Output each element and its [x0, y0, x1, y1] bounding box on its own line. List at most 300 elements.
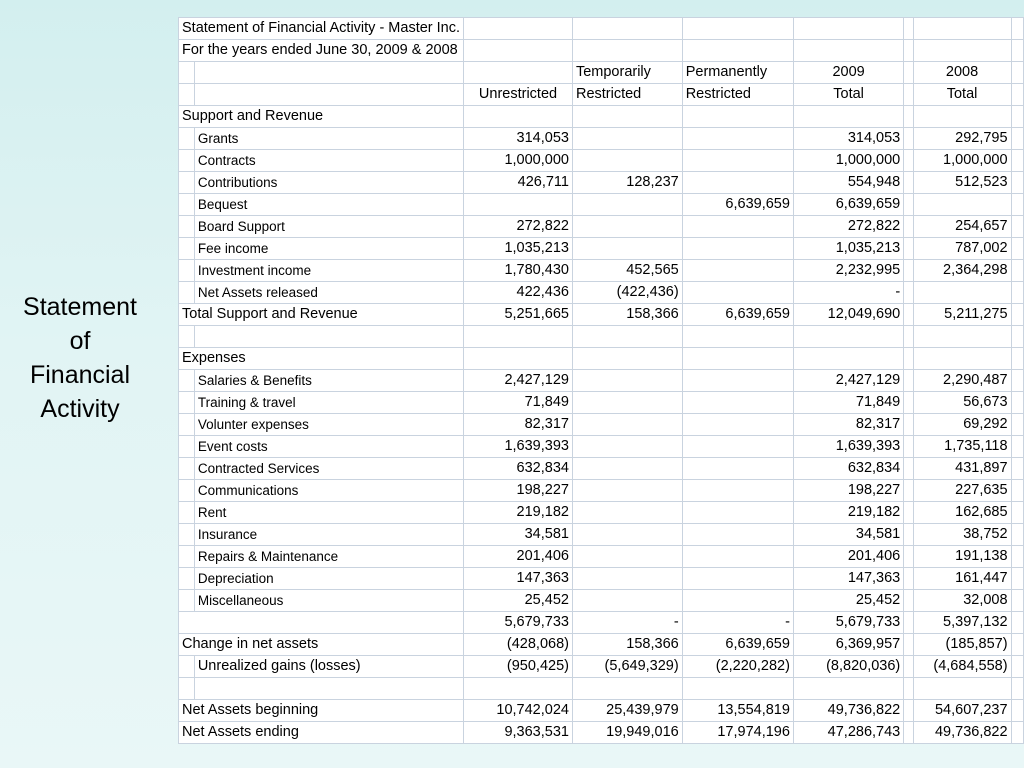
indent-cell	[179, 260, 195, 282]
spacer-cell	[1011, 414, 1023, 436]
unrestricted-value: 9,363,531	[464, 722, 573, 744]
spacer-cell	[1011, 722, 1023, 744]
permanently-restricted-value: 17,974,196	[682, 722, 793, 744]
indent-cell	[179, 436, 195, 458]
permanently-restricted-value	[682, 590, 793, 612]
unrestricted-value: 25,452	[464, 590, 573, 612]
total-2008-value: 254,657	[913, 216, 1011, 238]
empty-cell	[913, 106, 1011, 128]
permanently-restricted-value	[682, 392, 793, 414]
empty-cell	[682, 106, 793, 128]
indent-cell	[179, 414, 195, 436]
spacer-cell	[1011, 194, 1023, 216]
empty-cell	[1011, 40, 1023, 62]
empty-cell	[904, 348, 913, 370]
summary-label: Total Support and Revenue	[179, 304, 464, 326]
total-2008-value: 32,008	[913, 590, 1011, 612]
table-row	[179, 392, 1024, 414]
spacer-cell	[1011, 172, 1023, 194]
total-2009-value: 272,822	[793, 216, 903, 238]
line-item-label: Depreciation	[194, 568, 463, 590]
empty-cell	[793, 18, 903, 40]
total-2008-value: 161,447	[913, 568, 1011, 590]
empty-cell	[194, 62, 463, 84]
total-2008-value: 1,000,000	[913, 150, 1011, 172]
spacer-cell	[904, 128, 913, 150]
line-item-label: Rent	[194, 502, 463, 524]
slide-title-line: of	[69, 327, 91, 355]
table-row	[179, 546, 1024, 568]
permanently-restricted-value	[682, 414, 793, 436]
line-item-label: Board Support	[194, 216, 463, 238]
indent-cell	[179, 194, 195, 216]
spacer-cell	[1011, 634, 1023, 656]
indent-cell	[179, 370, 195, 392]
empty-cell	[793, 678, 903, 700]
total-2008-value: 2,364,298	[913, 260, 1011, 282]
slide-title-line: Activity	[40, 395, 120, 423]
permanently-restricted-value	[682, 458, 793, 480]
total-2008-value	[913, 194, 1011, 216]
total-2009-value: -	[793, 282, 903, 304]
total-2008-value: 162,685	[913, 502, 1011, 524]
table-row	[179, 172, 1024, 194]
net-assets-beginning-row	[179, 700, 1024, 722]
permanently-restricted-value	[682, 568, 793, 590]
empty-cell	[1011, 18, 1023, 40]
table-row	[179, 568, 1024, 590]
unrestricted-value: 2,427,129	[464, 370, 573, 392]
empty-cell	[179, 62, 195, 84]
unrestricted-value: 1,639,393	[464, 436, 573, 458]
temporarily-restricted-value	[572, 128, 682, 150]
temporarily-restricted-value	[572, 392, 682, 414]
empty-cell	[904, 62, 913, 84]
spacer-cell	[1011, 590, 1023, 612]
total-2009-value: 2,232,995	[793, 260, 903, 282]
total-2009-value: 147,363	[793, 568, 903, 590]
total-2008-value: 49,736,822	[913, 722, 1011, 744]
empty-cell	[194, 84, 463, 106]
expenses-heading: Expenses	[179, 348, 464, 370]
indent-cell	[179, 546, 195, 568]
permanently-restricted-value	[682, 238, 793, 260]
unrestricted-value	[464, 194, 573, 216]
empty-cell	[1011, 678, 1023, 700]
column-header: Total	[793, 84, 903, 106]
line-item-label: Contracted Services	[194, 458, 463, 480]
table-row	[179, 128, 1024, 150]
total-2008-value: 54,607,237	[913, 700, 1011, 722]
empty-cell	[682, 326, 793, 348]
table-row	[179, 238, 1024, 260]
slide-title-line: Statement	[23, 293, 137, 321]
line-item-label: Grants	[194, 128, 463, 150]
temporarily-restricted-value	[572, 194, 682, 216]
unrestricted-value: 314,053	[464, 128, 573, 150]
statement-period: For the years ended June 30, 2009 & 2008	[179, 40, 464, 62]
empty-cell	[793, 40, 903, 62]
total-2008-value: 5,397,132	[913, 612, 1011, 634]
empty-cell	[904, 84, 913, 106]
unrestricted-value: 1,035,213	[464, 238, 573, 260]
expense-total-row	[179, 612, 1024, 634]
total-2009-value: 25,452	[793, 590, 903, 612]
summary-label	[179, 612, 464, 634]
spacer-cell	[904, 656, 913, 678]
line-item-label: Salaries & Benefits	[194, 370, 463, 392]
empty-cell	[464, 40, 573, 62]
indent-cell	[179, 568, 195, 590]
total-2008-value: 191,138	[913, 546, 1011, 568]
table-row	[179, 194, 1024, 216]
unrestricted-value: (428,068)	[464, 634, 573, 656]
line-item-label: Bequest	[194, 194, 463, 216]
spacer-cell	[904, 502, 913, 524]
spacer-cell	[1011, 656, 1023, 678]
table-row	[179, 216, 1024, 238]
total-2009-value: 71,849	[793, 392, 903, 414]
total-2009-value: 201,406	[793, 546, 903, 568]
total-2009-value: 6,639,659	[793, 194, 903, 216]
unrestricted-value: 5,679,733	[464, 612, 573, 634]
empty-cell	[1011, 84, 1023, 106]
support-heading: Support and Revenue	[179, 106, 464, 128]
temporarily-restricted-value: 158,366	[572, 634, 682, 656]
net-assets-ending-row	[179, 722, 1024, 744]
indent-cell	[179, 128, 195, 150]
table-row	[179, 150, 1024, 172]
spacer-cell	[1011, 700, 1023, 722]
unrestricted-value: 34,581	[464, 524, 573, 546]
spacer-cell	[1011, 128, 1023, 150]
temporarily-restricted-value: 128,237	[572, 172, 682, 194]
permanently-restricted-value	[682, 502, 793, 524]
spacer-cell	[904, 370, 913, 392]
empty-cell	[1011, 106, 1023, 128]
temporarily-restricted-value: 19,949,016	[572, 722, 682, 744]
unrestricted-value: 82,317	[464, 414, 573, 436]
empty-row	[179, 678, 1024, 700]
temporarily-restricted-value	[572, 370, 682, 392]
temporarily-restricted-value	[572, 150, 682, 172]
permanently-restricted-value: 6,639,659	[682, 634, 793, 656]
total-2008-value: 38,752	[913, 524, 1011, 546]
total-2008-value: 787,002	[913, 238, 1011, 260]
indent-cell	[179, 282, 195, 304]
permanently-restricted-value	[682, 216, 793, 238]
total-2008-value: (4,684,558)	[913, 656, 1011, 678]
empty-cell	[904, 40, 913, 62]
temporarily-restricted-value	[572, 216, 682, 238]
line-item-label: Investment income	[194, 260, 463, 282]
spacer-cell	[904, 700, 913, 722]
total-2009-value: 198,227	[793, 480, 903, 502]
empty-cell	[179, 84, 195, 106]
total-2009-value: (8,820,036)	[793, 656, 903, 678]
spacer-cell	[904, 172, 913, 194]
unrestricted-value: 147,363	[464, 568, 573, 590]
header-row	[179, 62, 1024, 84]
table-row	[179, 370, 1024, 392]
spacer-cell	[1011, 260, 1023, 282]
unrestricted-value: 272,822	[464, 216, 573, 238]
total-2009-value: 314,053	[793, 128, 903, 150]
table-row	[179, 458, 1024, 480]
unrestricted-value: 426,711	[464, 172, 573, 194]
subtitle-row	[179, 40, 1024, 62]
total-2008-value: (185,857)	[913, 634, 1011, 656]
indent-cell	[179, 656, 195, 678]
unrestricted-value: 632,834	[464, 458, 573, 480]
total-2008-value: 1,735,118	[913, 436, 1011, 458]
column-header: 2009	[793, 62, 903, 84]
total-2008-value: 512,523	[913, 172, 1011, 194]
unrestricted-value: (950,425)	[464, 656, 573, 678]
spacer-cell	[904, 524, 913, 546]
indent-cell	[179, 524, 195, 546]
empty-cell	[464, 348, 573, 370]
temporarily-restricted-value	[572, 502, 682, 524]
temporarily-restricted-value	[572, 436, 682, 458]
total-2009-value: 554,948	[793, 172, 903, 194]
title-row	[179, 18, 1024, 40]
spacer-cell	[1011, 392, 1023, 414]
total-2009-value: 1,035,213	[793, 238, 903, 260]
total-2008-value	[913, 282, 1011, 304]
empty-cell	[1011, 348, 1023, 370]
empty-cell	[913, 678, 1011, 700]
permanently-restricted-value	[682, 436, 793, 458]
total-2009-value: 5,679,733	[793, 612, 903, 634]
temporarily-restricted-value: (422,436)	[572, 282, 682, 304]
temporarily-restricted-value	[572, 524, 682, 546]
spacer-cell	[1011, 612, 1023, 634]
indent-cell	[179, 502, 195, 524]
empty-cell	[572, 106, 682, 128]
spacer-cell	[904, 590, 913, 612]
total-2008-value: 69,292	[913, 414, 1011, 436]
table-row	[179, 590, 1024, 612]
spacer-cell	[904, 304, 913, 326]
permanently-restricted-value	[682, 260, 793, 282]
empty-cell	[464, 18, 573, 40]
column-header: Total	[913, 84, 1011, 106]
empty-cell	[913, 348, 1011, 370]
total-2009-value: 632,834	[793, 458, 903, 480]
spacer-cell	[1011, 458, 1023, 480]
spacer-cell	[1011, 304, 1023, 326]
indent-cell	[179, 216, 195, 238]
unrestricted-value: 198,227	[464, 480, 573, 502]
temporarily-restricted-value	[572, 568, 682, 590]
spacer-cell	[904, 414, 913, 436]
spacer-cell	[1011, 546, 1023, 568]
unrestricted-value: 5,251,665	[464, 304, 573, 326]
total-2009-value: 2,427,129	[793, 370, 903, 392]
temporarily-restricted-value: 452,565	[572, 260, 682, 282]
line-item-label: Event costs	[194, 436, 463, 458]
line-item-label: Training & travel	[194, 392, 463, 414]
permanently-restricted-value: (2,220,282)	[682, 656, 793, 678]
change-net-assets-row	[179, 634, 1024, 656]
temporarily-restricted-value	[572, 458, 682, 480]
spacer-cell	[904, 546, 913, 568]
empty-cell	[904, 18, 913, 40]
spacer-cell	[904, 612, 913, 634]
total-2008-value: 292,795	[913, 128, 1011, 150]
statement-title: Statement of Financial Activity - Master Inc.	[179, 18, 464, 40]
line-item-label: Contracts	[194, 150, 463, 172]
empty-cell	[194, 326, 463, 348]
total-2008-value: 2,290,487	[913, 370, 1011, 392]
permanently-restricted-value	[682, 282, 793, 304]
unrestricted-value: 1,000,000	[464, 150, 573, 172]
total-2009-value: 1,639,393	[793, 436, 903, 458]
total-2009-value: 6,369,957	[793, 634, 903, 656]
empty-cell	[572, 40, 682, 62]
table-row	[179, 480, 1024, 502]
table-row	[179, 436, 1024, 458]
column-header: Permanently	[682, 62, 793, 84]
slide-title	[4, 290, 156, 426]
spacer-cell	[904, 194, 913, 216]
section-heading-row	[179, 348, 1024, 370]
empty-cell	[1011, 62, 1023, 84]
empty-cell	[179, 678, 195, 700]
unrestricted-value: 71,849	[464, 392, 573, 414]
empty-cell	[793, 348, 903, 370]
section-heading-row	[179, 106, 1024, 128]
spacer-cell	[1011, 216, 1023, 238]
temporarily-restricted-value	[572, 546, 682, 568]
table-row	[179, 260, 1024, 282]
table-row	[179, 414, 1024, 436]
total-2009-value: 219,182	[793, 502, 903, 524]
empty-cell	[464, 678, 573, 700]
temporarily-restricted-value	[572, 238, 682, 260]
empty-cell	[572, 326, 682, 348]
unrestricted-value: 10,742,024	[464, 700, 573, 722]
line-item-label: Insurance	[194, 524, 463, 546]
spacer-cell	[904, 436, 913, 458]
financial-statement-table	[178, 17, 1024, 744]
empty-cell	[913, 40, 1011, 62]
total-2008-value: 56,673	[913, 392, 1011, 414]
empty-cell	[572, 348, 682, 370]
column-header: Restricted	[682, 84, 793, 106]
total-2008-value: 227,635	[913, 480, 1011, 502]
spacer-cell	[904, 634, 913, 656]
summary-label: Net Assets ending	[179, 722, 464, 744]
indent-cell	[179, 172, 195, 194]
permanently-restricted-value	[682, 150, 793, 172]
line-item-label: Contributions	[194, 172, 463, 194]
spacer-cell	[904, 722, 913, 744]
permanently-restricted-value	[682, 524, 793, 546]
spacer-cell	[904, 150, 913, 172]
total-2009-value: 47,286,743	[793, 722, 903, 744]
total-2009-value: 34,581	[793, 524, 903, 546]
column-header: Unrestricted	[464, 84, 573, 106]
table-row	[179, 524, 1024, 546]
financial-statement-sheet	[178, 17, 1024, 744]
indent-cell	[179, 590, 195, 612]
indent-cell	[179, 392, 195, 414]
spacer-cell	[1011, 436, 1023, 458]
empty-cell	[904, 326, 913, 348]
indent-cell	[179, 150, 195, 172]
total-2009-value: 1,000,000	[793, 150, 903, 172]
permanently-restricted-value	[682, 128, 793, 150]
empty-cell	[464, 62, 573, 84]
total-2008-value: 431,897	[913, 458, 1011, 480]
empty-cell	[572, 18, 682, 40]
empty-cell	[904, 106, 913, 128]
line-item-label: Communications	[194, 480, 463, 502]
total-2008-value: 5,211,275	[913, 304, 1011, 326]
column-header: Temporarily	[572, 62, 682, 84]
line-item-label: Fee income	[194, 238, 463, 260]
empty-cell	[682, 348, 793, 370]
empty-cell	[682, 18, 793, 40]
line-item-label: Repairs & Maintenance	[194, 546, 463, 568]
line-item-label: Net Assets released	[194, 282, 463, 304]
total-2009-value: 12,049,690	[793, 304, 903, 326]
column-header: Restricted	[572, 84, 682, 106]
spacer-cell	[1011, 282, 1023, 304]
empty-cell	[682, 40, 793, 62]
line-item-label: Volunter expenses	[194, 414, 463, 436]
unrestricted-value: 422,436	[464, 282, 573, 304]
spacer-cell	[1011, 238, 1023, 260]
permanently-restricted-value: 6,639,659	[682, 304, 793, 326]
indent-cell	[179, 238, 195, 260]
empty-cell	[904, 678, 913, 700]
slide-title-line: Financial	[29, 361, 131, 389]
summary-label: Change in net assets	[179, 634, 464, 656]
spacer-cell	[904, 216, 913, 238]
permanently-restricted-value	[682, 172, 793, 194]
line-item-label: Miscellaneous	[194, 590, 463, 612]
spacer-cell	[904, 392, 913, 414]
unrestricted-value: 201,406	[464, 546, 573, 568]
empty-cell	[179, 326, 195, 348]
spacer-cell	[1011, 480, 1023, 502]
empty-cell	[913, 326, 1011, 348]
empty-cell	[682, 678, 793, 700]
temporarily-restricted-value: -	[572, 612, 682, 634]
column-header: 2008	[913, 62, 1011, 84]
temporarily-restricted-value	[572, 414, 682, 436]
empty-cell	[793, 106, 903, 128]
temporarily-restricted-value	[572, 590, 682, 612]
empty-cell	[1011, 326, 1023, 348]
empty-cell	[793, 326, 903, 348]
empty-cell	[913, 18, 1011, 40]
spacer-cell	[904, 238, 913, 260]
spacer-cell	[1011, 568, 1023, 590]
indent-cell	[179, 458, 195, 480]
permanently-restricted-value: 13,554,819	[682, 700, 793, 722]
unrestricted-value: 219,182	[464, 502, 573, 524]
empty-cell	[464, 106, 573, 128]
temporarily-restricted-value: 158,366	[572, 304, 682, 326]
summary-label: Net Assets beginning	[179, 700, 464, 722]
unrealized-gains-row	[179, 656, 1024, 678]
total-2009-value: 82,317	[793, 414, 903, 436]
permanently-restricted-value: 6,639,659	[682, 194, 793, 216]
